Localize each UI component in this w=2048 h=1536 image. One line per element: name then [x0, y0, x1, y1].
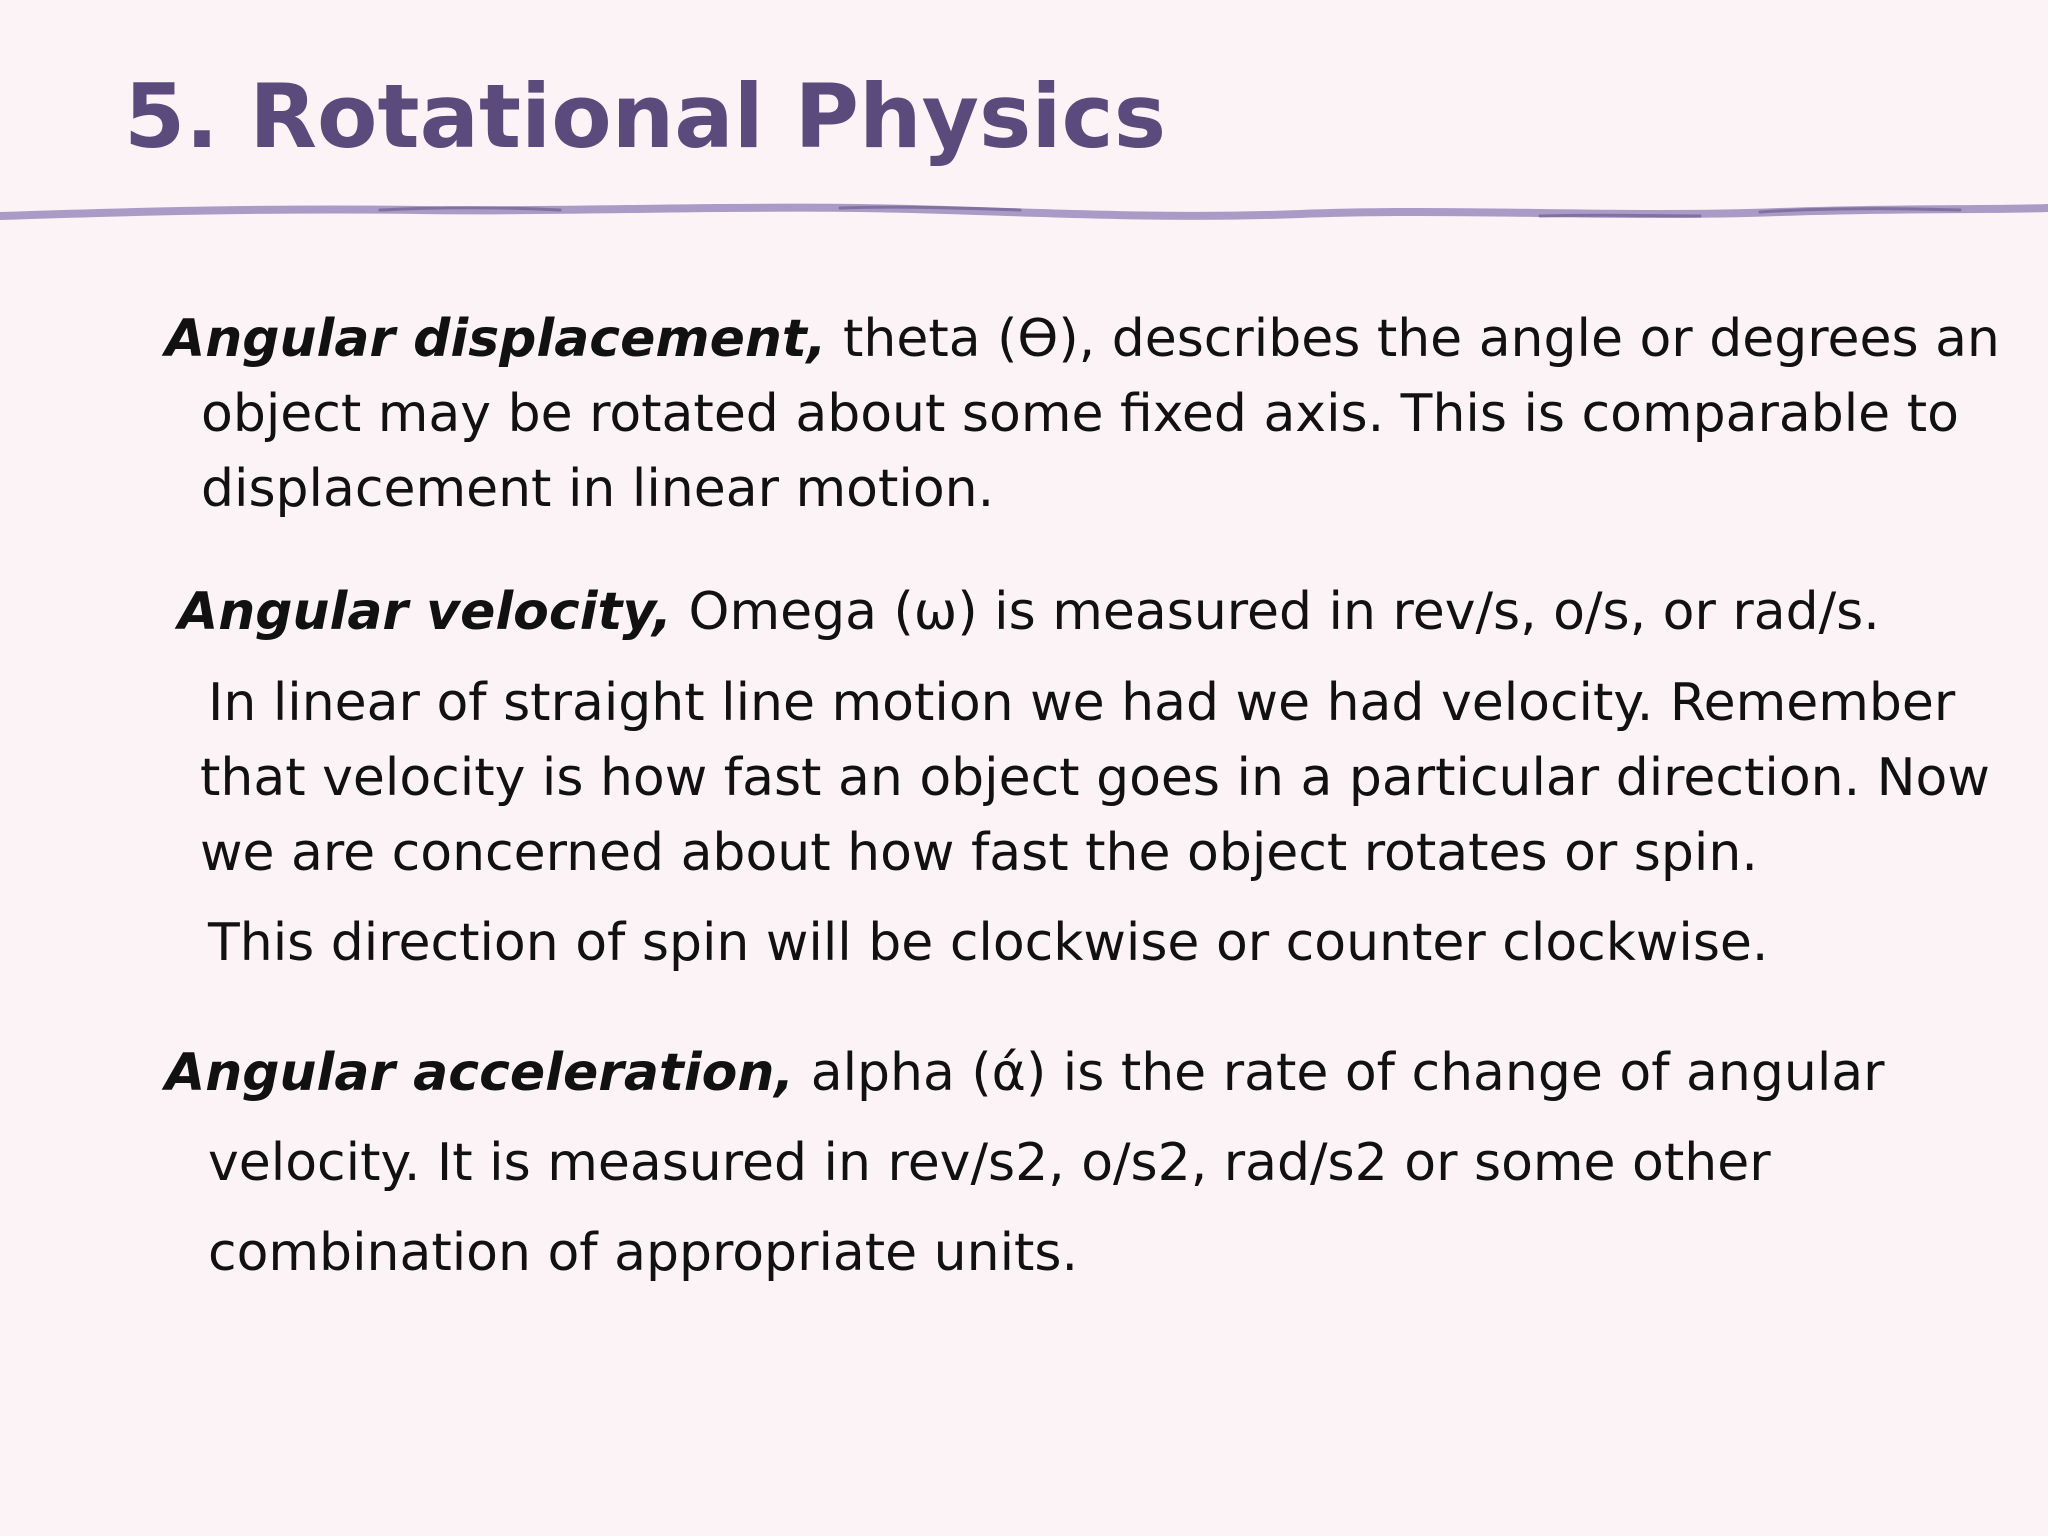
angular-velocity-paragraph: [178, 575, 1880, 650]
velocity-term: Angular velocity,: [178, 582, 672, 642]
linear-line-3: we are concerned about how fast the object rotates or spin.: [200, 823, 1758, 883]
title-divider: [0, 194, 2048, 234]
acceleration-text: alpha (ά) is the rate of change of angular: [794, 1043, 1885, 1103]
velocity-text: Omega (ω) is measured in rev/s, o/s, or rad/s.: [672, 582, 1880, 642]
acceleration-term: Angular acceleration,: [165, 1043, 795, 1103]
linear-motion-paragraph: [200, 666, 1990, 891]
displacement-line-2: object may be rotated about some fixed axis. This is comparable to: [201, 384, 1959, 444]
slide-title: 5. Rotational Physics: [124, 65, 1167, 168]
displacement-text: theta (Ɵ), describes the angle or degrees an: [826, 309, 2000, 369]
displacement-term: Angular displacement,: [165, 309, 827, 369]
linear-line-2: that velocity is how fast an object goes in a particular direction. Now: [200, 748, 1990, 808]
acceleration-line-1: [165, 1028, 1885, 1118]
divider-wave: [0, 208, 2048, 216]
displacement-line-3: displacement in linear motion.: [201, 459, 995, 519]
angular-displacement-paragraph: [165, 302, 2000, 527]
velocity-line-1: [178, 575, 1880, 650]
spin-line-1: This direction of spin will be clockwise or counter clockwise.: [208, 913, 1769, 973]
acceleration-line-3: combination of appropriate units.: [208, 1223, 1079, 1283]
acceleration-line-2: velocity. It is measured in rev/s2, o/s2, rad/s2 or some other: [208, 1133, 1771, 1193]
angular-acceleration-paragraph: [165, 1028, 1885, 1298]
displacement-line-1: [165, 302, 2000, 377]
linear-line-1: In linear of straight line motion we had we had velocity. Remember: [208, 673, 1956, 733]
spin-direction-paragraph: [208, 906, 1768, 981]
